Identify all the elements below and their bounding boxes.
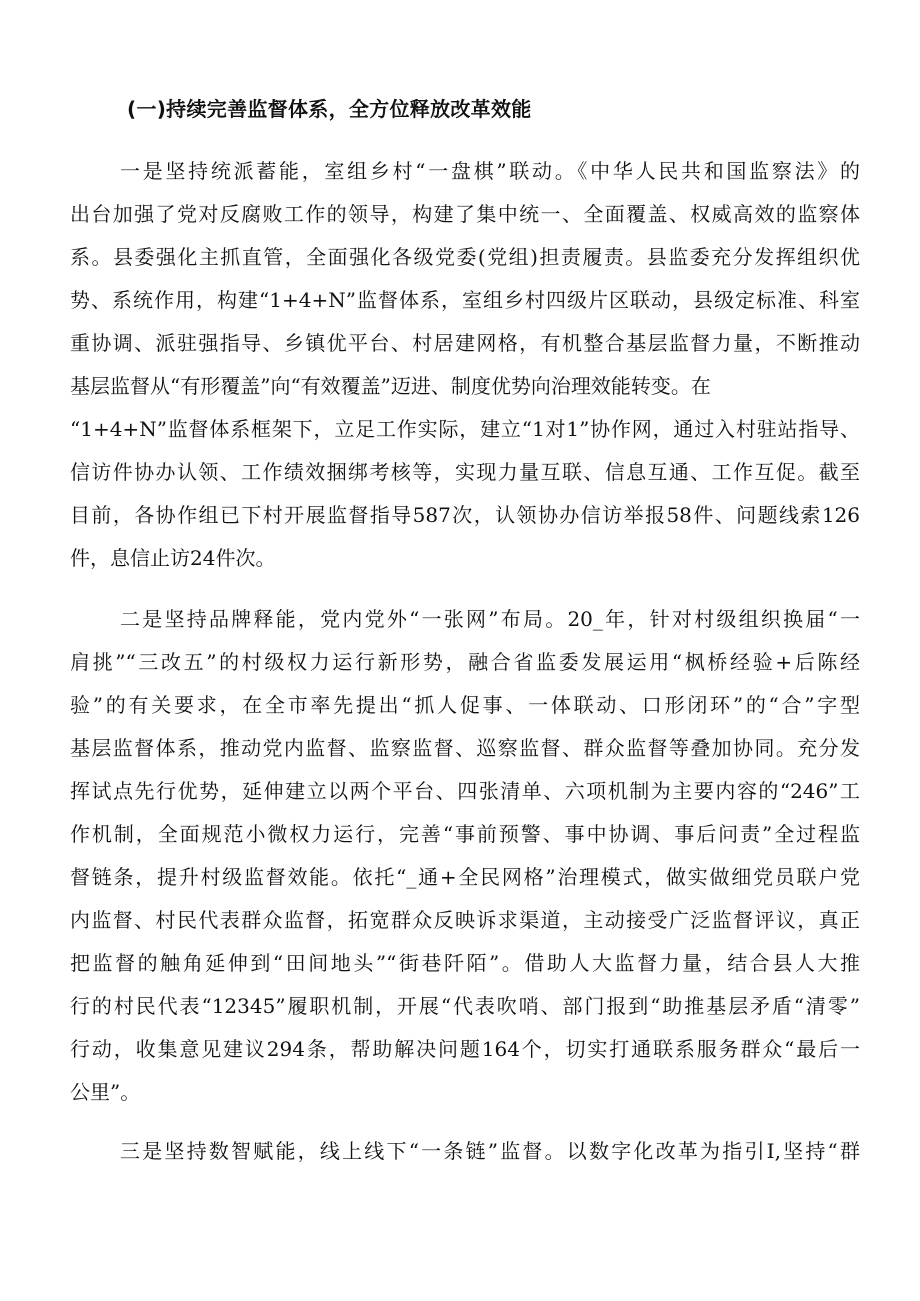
paragraph-line: 三是坚持数智赋能，线上线下“一条链”监督。以数字化改革为指引I,坚持“群 bbox=[120, 1139, 860, 1163]
paragraph-line: 行的村民代表“12345”履职机制，开展“代表吹哨、部门报到“助推基层矛盾“清零” bbox=[70, 994, 860, 1018]
paragraph-line: 件，息信止访24件次。 bbox=[70, 546, 276, 570]
paragraph-line: 挥试点先行优势，延伸建立以两个平台、四张清单、六项机制为主要内容的“246”工 bbox=[70, 779, 860, 803]
paragraph-line: 内监督、村民代表群众监督，拓宽群众反映诉求渠道，主动接受广泛监督评议，真正 bbox=[70, 908, 860, 932]
paragraph-3 bbox=[70, 1130, 860, 1173]
paragraph-line: 出台加强了党对反腐败工作的领导，构建了集中统一、全面覆盖、权威高效的监察体 bbox=[70, 202, 860, 226]
paragraph-line: 督链条，提升村级监督效能。依托“_通+全民网格”治理模式，做实做细党员联户党 bbox=[70, 865, 860, 889]
paragraph-2 bbox=[70, 598, 860, 1114]
paragraph-line: 行动，收集意见建议294条，帮助解决问题164个，切实打通联系服务群众“最后一 bbox=[70, 1037, 860, 1061]
paragraph-line: 目前，各协作组已下村开展监督指导587次，认领协办信访举报58件、问题线索126 bbox=[70, 503, 860, 527]
paragraph-line: 作机制，全面规范小微权力运行，完善“事前预警、事中协调、事后问责”全过程监 bbox=[70, 822, 860, 846]
paragraph-line: 基层监督体系，推动党内监督、监察监督、巡察监督、群众监督等叠加协同。充分发 bbox=[70, 736, 860, 760]
section-heading: (一)持续完善监督体系，全方位释放改革效能 bbox=[127, 97, 532, 121]
paragraph-line: 肩挑”“三改五”的村级权力运行新形势，融合省监委发展运用“枫桥经验+后陈经 bbox=[70, 650, 860, 674]
paragraph-line: 二是坚持品牌释能，党内党外“一张网”布局。20_年，针对村级组织换届“一 bbox=[120, 607, 860, 631]
paragraph-line: 把监督的触角延伸到“田间地头”“街巷阡陌”。借助人大监督力量，结合县人大推 bbox=[70, 951, 860, 975]
paragraph-line: “1+4+N”监督体系框架下，立足工作实际，建立“1对1”协作网，通过入村驻站指导、 bbox=[70, 417, 860, 441]
paragraph-line: 系。县委强化主抓直管，全面强化各级党委(党组)担责履责。县监委充分发挥组织优 bbox=[70, 245, 860, 269]
paragraph-1 bbox=[70, 150, 860, 580]
paragraph-line: 信访件协办认领、工作绩效捆绑考核等，实现力量互联、信息互通、工作互促。截至 bbox=[70, 460, 860, 484]
paragraph-line: 验”的有关要求，在全市率先提出“抓人促事、一体联动、口形闭环”的“合”字型 bbox=[70, 693, 860, 717]
paragraph-line: 一是坚持统派蓄能，室组乡村“一盘棋”联动。《中华人民共和国监察法》的 bbox=[120, 159, 860, 183]
paragraph-line: 势、系统作用，构建“1+4+N”监督体系，室组乡村四级片区联动，县级定标准、科室 bbox=[70, 288, 860, 312]
paragraph-line: 基层监督从“有形覆盖”向“有效覆盖”迈进、制度优势向治理效能转变。在 bbox=[70, 374, 711, 398]
paragraph-line: 公里”。 bbox=[70, 1080, 141, 1104]
paragraph-line: 重协调、派驻强指导、乡镇优平台、村居建网格，有机整合基层监督力量，不断推动 bbox=[70, 331, 860, 355]
